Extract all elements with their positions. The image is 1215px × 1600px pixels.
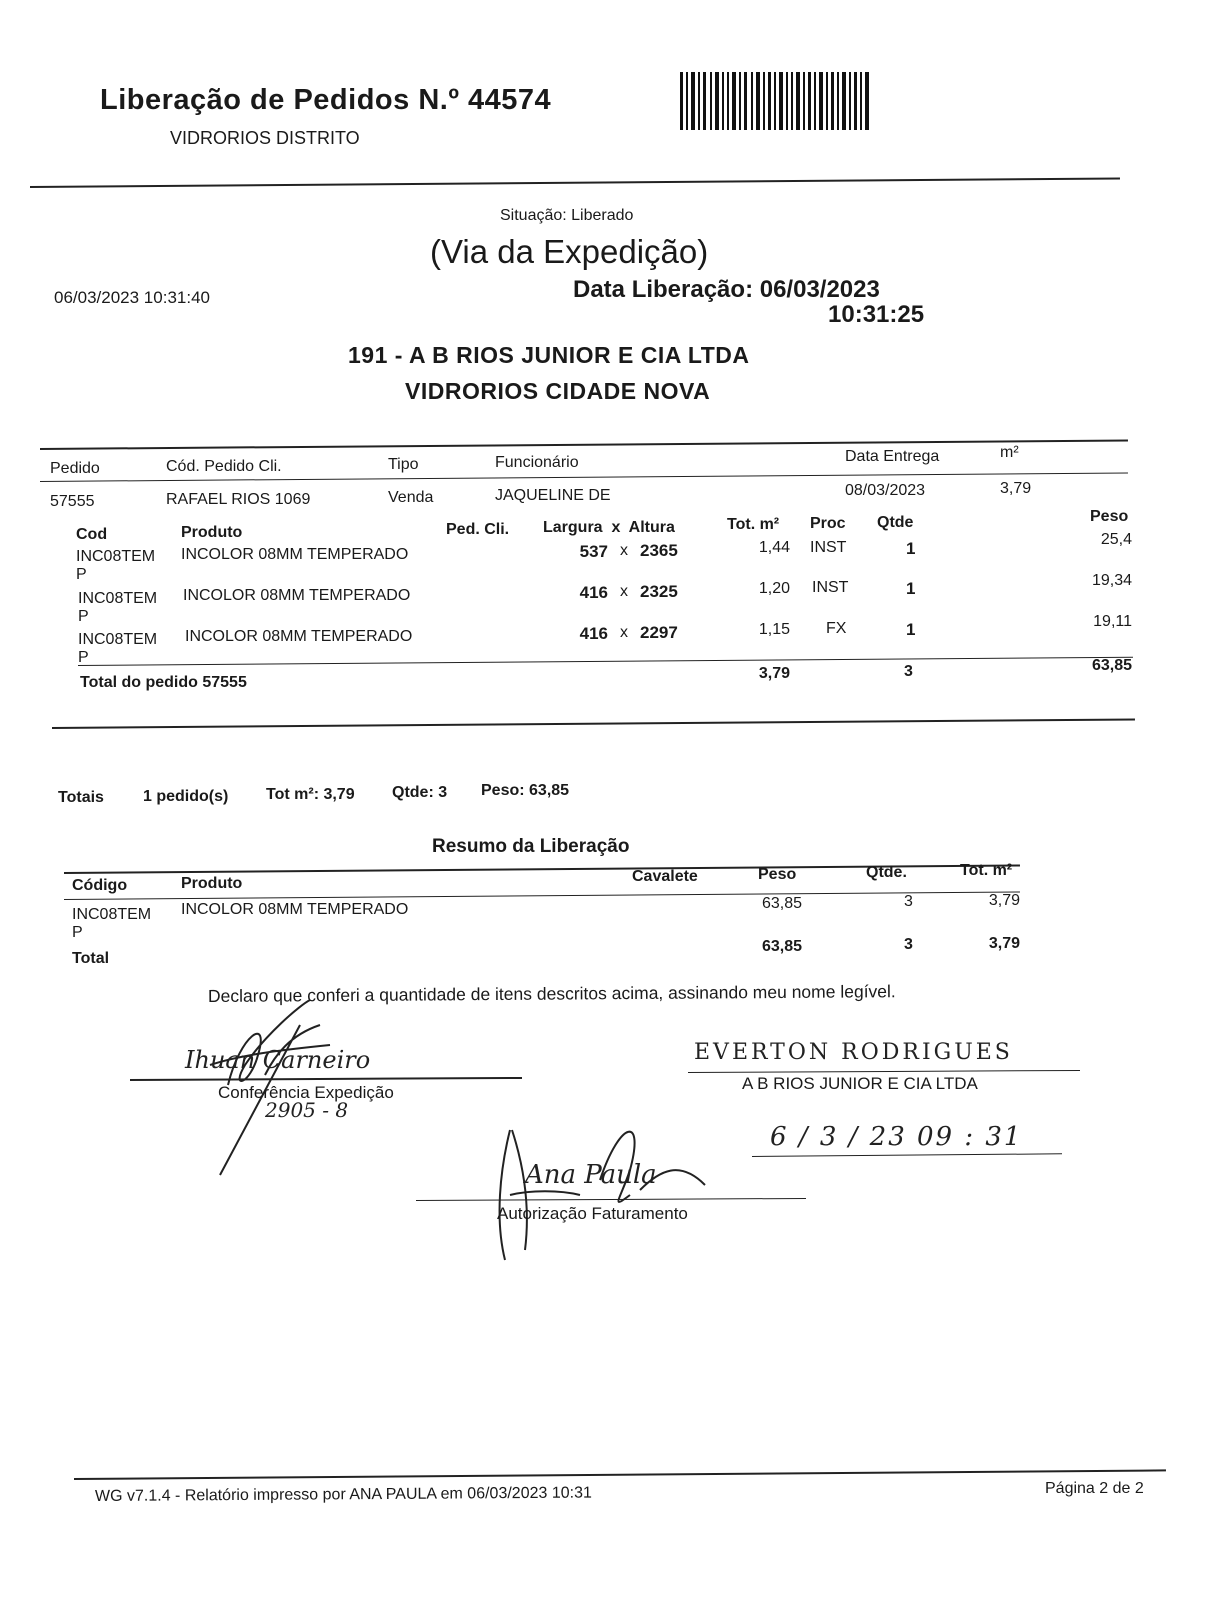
summary-col-peso: Peso [758,866,797,883]
col-header-funcionario: Funcionário [495,454,579,471]
totals-m2: Tot m²: 3,79 [266,786,355,803]
summary-item-code-suffix: P [72,924,83,941]
conferencia-label: Conferência Expedição [218,1083,394,1102]
item-height: 2325 [640,582,678,601]
col-header-m2: m² [1000,444,1019,461]
col-header-cod-pedido-cli: Cód. Pedido Cli. [166,458,282,475]
order-total-rule [78,657,1133,666]
col-header-peso: Peso [1090,508,1129,525]
summary-col-cavalete: Cavalete [632,868,698,885]
order-type: Venda [388,489,434,506]
col-header-cod: Cod [76,526,108,543]
item-code-suffix: P [78,649,89,666]
item-qty: 1 [906,539,916,558]
order-total-m2: 3,79 [758,665,790,682]
item-width: 416 [579,624,608,643]
col-header-largura-altura: Largura x Altura [543,519,675,536]
print-timestamp: 06/03/2023 10:31:40 [54,288,210,307]
item-width: 537 [579,542,608,561]
delivery-date: 08/03/2023 [845,482,926,499]
col-header-tipo: Tipo [388,456,419,473]
footer-divider [74,1469,1166,1480]
item-times-sign: x [620,583,628,600]
item-code: INC08TEM [78,631,158,648]
item-product: INCOLOR 08MM TEMPERADO [181,546,409,563]
item-weight: 25,4 [1100,531,1132,548]
copy-type-title: (Via da Expedição) [430,233,709,270]
totals-label: Totais [58,789,104,806]
item-qty: 1 [906,579,916,598]
order-table-bottom-rule [52,718,1135,729]
item-code-suffix: P [78,608,89,625]
autorizacao-handwritten-name: Ana Paula [525,1160,657,1190]
release-time: 10:31:25 [828,301,925,328]
barcode-icon [680,72,872,130]
summary-item-code: INC08TEM [72,906,152,923]
item-code: INC08TEM [78,590,158,607]
item-height: 2365 [640,541,678,560]
employee-name: JAQUELINE DE [495,487,611,504]
release-date: Data Liberação: 06/03/2023 [573,276,880,303]
item-width: 416 [579,583,608,602]
conferencia-handwritten-name: Ihuan Carneiro [185,1046,371,1074]
client-signature-line [688,1070,1080,1073]
summary-total-weight: 63,85 [761,938,802,955]
client-order-code: RAFAEL RIOS 1069 [166,491,311,508]
item-times-sign: x [620,624,628,641]
autorizacao-label: Autorização Faturamento [497,1204,688,1223]
declaration-text: Declaro que conferi a quantidade de itens descritos acima, assinando meu nome legível. [207,981,896,1006]
item-proc: INST [810,539,847,556]
item-weight: 19,34 [1091,572,1132,589]
company-name: VIDRORIOS DISTRITO [170,128,360,148]
summary-item-product: INCOLOR 08MM TEMPERADO [181,901,409,918]
col-header-proc: Proc [810,515,846,532]
summary-col-qtde: Qtde. [866,864,907,881]
order-total-label: Total do pedido 57555 [80,674,247,691]
summary-item-qty: 3 [904,893,913,910]
client-label: A B RIOS JUNIOR E CIA LTDA [742,1074,978,1093]
client-branch: VIDRORIOS CIDADE NOVA [405,378,711,404]
signature-scribble-autorizacao [470,1110,730,1270]
totals-orders: 1 pedido(s) [143,788,229,805]
item-height: 2297 [640,623,678,642]
summary-item-m2: 3,79 [988,892,1020,909]
col-header-tot-m2: Tot. m² [727,516,780,533]
summary-title: Resumo da Liberação [432,836,630,857]
summary-col-tot-m2: Tot. m² [960,862,1013,879]
col-header-data-entrega: Data Entrega [845,448,940,465]
client-name: 191 - A B RIOS JUNIOR E CIA LTDA [348,342,750,368]
item-product: INCOLOR 08MM TEMPERADO [185,628,413,645]
item-code-suffix: P [76,566,87,583]
order-total-weight: 63,85 [1091,657,1132,674]
summary-total-label: Total [72,950,110,967]
header-divider [30,177,1120,188]
page-number: Página 2 de 2 [1045,1480,1144,1497]
col-header-ped-cli: Ped. Cli. [446,521,510,538]
item-tot-m2: 1,15 [758,621,790,638]
item-qty: 1 [906,620,916,639]
conferencia-stamp-number: 2905 - 8 [265,1098,349,1122]
footer-print-info: WG v7.1.4 - Relatório impresso por ANA PAULA em 06/03/2023 10:31 [94,1484,592,1505]
item-times-sign: x [620,542,628,559]
col-header-pedido: Pedido [50,460,100,477]
item-product: INCOLOR 08MM TEMPERADO [183,587,411,604]
handwritten-date-underline [752,1153,1062,1157]
totals-weight: Peso: 63,85 [481,782,570,799]
item-weight: 19,11 [1093,613,1132,630]
order-total-qty: 3 [904,663,913,680]
order-m2: 3,79 [1000,480,1032,497]
summary-col-produto: Produto [181,875,243,892]
item-proc: INST [812,579,849,596]
totals-qty: Qtde: 3 [392,784,448,801]
item-tot-m2: 1,44 [758,539,790,556]
handwritten-date: 6 / 3 / 23 09 : 31 [770,1122,1023,1152]
order-table-top-rule [40,439,1128,450]
item-proc: FX [826,620,847,637]
document-title: Liberação de Pedidos N.º 44574 [100,84,552,116]
order-number: 57555 [50,493,95,510]
summary-total-m2: 3,79 [988,935,1020,952]
item-tot-m2: 1,20 [758,580,790,597]
status-text: Situação: Liberado [500,207,634,224]
summary-item-weight: 63,85 [761,895,802,912]
item-code: INC08TEM [76,548,156,565]
col-header-produto: Produto [181,524,243,541]
summary-total-qty: 3 [904,936,913,953]
summary-col-codigo: Código [72,877,128,894]
col-header-qtde: Qtde [877,514,914,531]
client-handwritten-name: EVERTON RODRIGUES [694,1040,1013,1065]
